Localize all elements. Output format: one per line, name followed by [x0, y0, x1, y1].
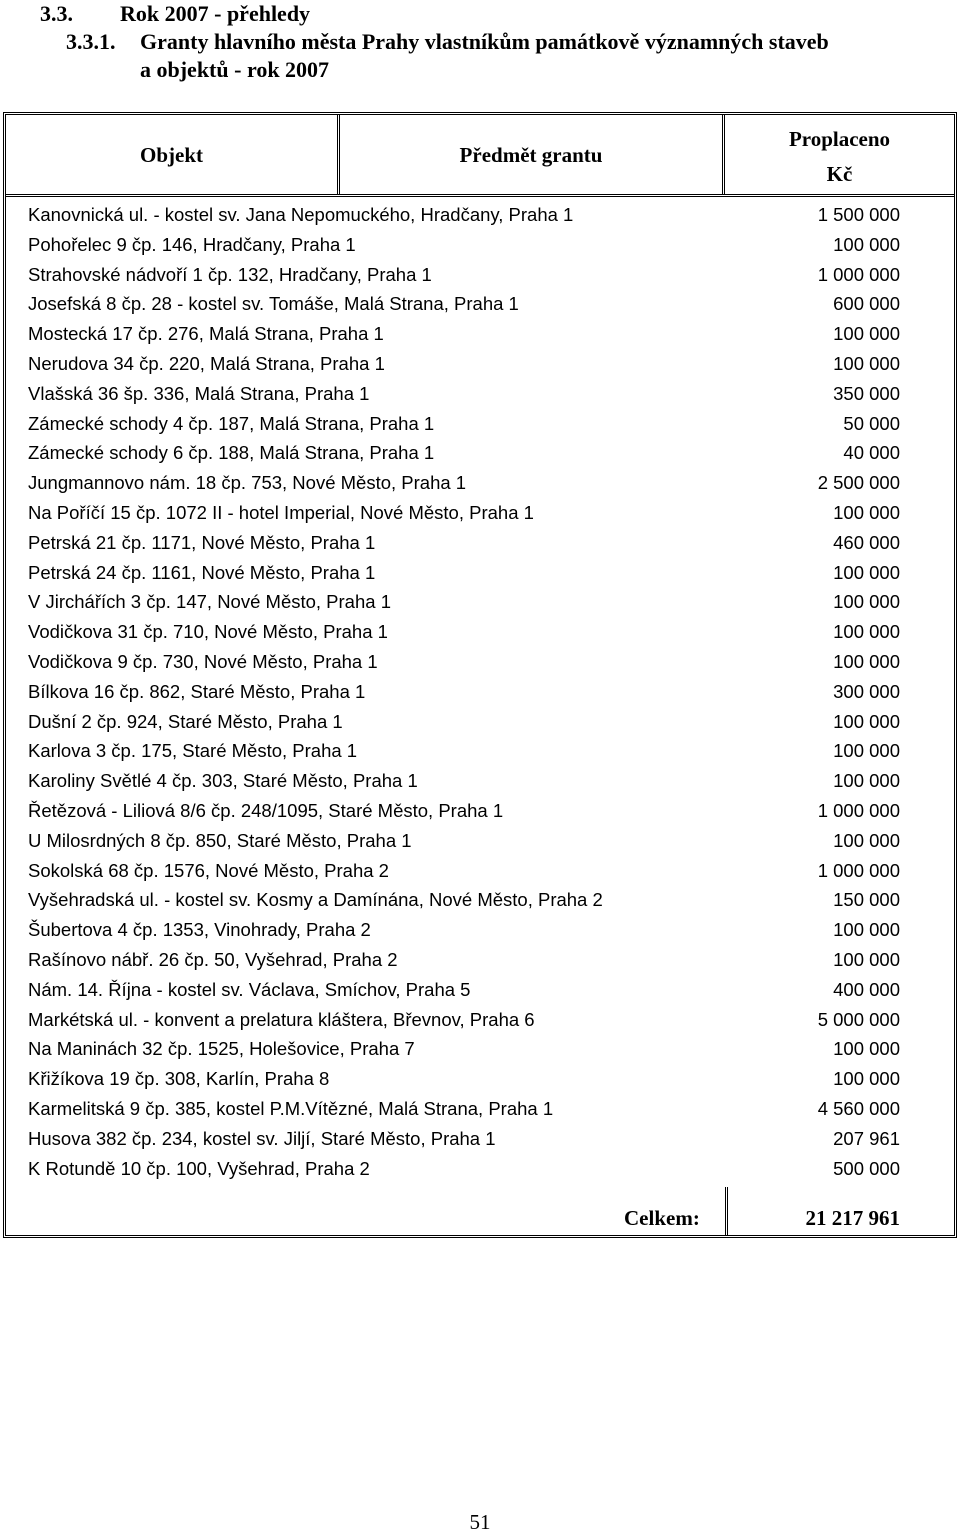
table-row — [6, 587, 954, 617]
header-subject — [340, 115, 725, 194]
row-amount: 100 000 — [833, 829, 900, 851]
table-row — [6, 200, 954, 230]
row-amount: 100 000 — [833, 233, 900, 255]
row-description: Řetězová - Liliová 8/6 čp. 248/1095, Staré Město, Praha 1 — [28, 799, 504, 821]
row-description: Husova 382 čp. 234, kostel sv. Jiljí, Staré Město, Praha 1 — [28, 1127, 496, 1149]
row-amount: 2 500 000 — [817, 472, 900, 494]
row-description: Rašínovo nábř. 26 čp. 50, Vyšehrad, Praha 2 — [28, 948, 398, 970]
header-paid-label: Proplaceno — [788, 127, 891, 151]
header-object-label: Objekt — [140, 143, 203, 167]
section-number: 3.3. — [40, 1, 73, 26]
total-value: 21 217 961 — [805, 1206, 900, 1230]
row-amount: 100 000 — [833, 352, 900, 374]
grants-table — [3, 112, 957, 1238]
row-description: Bílkova 16 čp. 862, Staré Město, Praha 1 — [28, 680, 366, 702]
row-amount: 40 000 — [843, 442, 900, 464]
row-description: Vyšehradská ul. - kostel sv. Kosmy a Damínána, Nové Město, Praha 2 — [28, 889, 603, 911]
table-row — [6, 468, 954, 498]
row-amount: 100 000 — [833, 948, 900, 970]
row-amount: 100 000 — [833, 770, 900, 792]
row-amount: 400 000 — [833, 978, 900, 1000]
row-description: Na Poříčí 15 čp. 1072 II - hotel Imperial, Nové Město, Praha 1 — [28, 501, 534, 523]
row-description: Sokolská 68 čp. 1576, Nové Město, Praha 2 — [28, 859, 389, 881]
table-row — [6, 409, 954, 439]
table-header — [6, 115, 954, 197]
table-row — [6, 349, 954, 379]
row-description: Kanovnická ul. - kostel sv. Jana Nepomuckého, Hradčany, Praha 1 — [28, 204, 574, 225]
table-row — [6, 1154, 954, 1184]
row-description: Šubertova 4 čp. 1353, Vinohrady, Praha 2 — [28, 919, 371, 941]
table-row — [6, 647, 954, 677]
row-description: Nerudova 34 čp. 220, Malá Strana, Praha 1 — [28, 352, 385, 374]
table-row — [6, 438, 954, 468]
row-amount: 1 000 000 — [817, 263, 900, 285]
header-paid — [725, 115, 954, 194]
table-row — [6, 736, 954, 766]
table-row — [6, 1094, 954, 1124]
table-row — [6, 617, 954, 647]
row-amount: 100 000 — [833, 1038, 900, 1060]
table-row — [6, 915, 954, 945]
table-row — [6, 856, 954, 886]
row-amount: 100 000 — [833, 1068, 900, 1090]
row-amount: 50 000 — [843, 412, 900, 434]
row-amount: 100 000 — [833, 323, 900, 345]
row-amount: 300 000 — [833, 680, 900, 702]
subsection-title-line2: a objektů - rok 2007 — [140, 57, 330, 82]
row-description: Mostecká 17 čp. 276, Malá Strana, Praha 1 — [28, 323, 384, 345]
section-title: Rok 2007 - přehledy — [120, 1, 311, 26]
row-description: K Rotundě 10 čp. 100, Vyšehrad, Praha 2 — [28, 1157, 370, 1179]
row-description: Vodičkova 9 čp. 730, Nové Město, Praha 1 — [28, 650, 378, 672]
row-amount: 100 000 — [833, 650, 900, 672]
total-row — [6, 1201, 954, 1235]
header-paid-unit: Kč — [826, 162, 853, 186]
table-row — [6, 975, 954, 1005]
header-object — [6, 115, 340, 194]
table-row — [6, 945, 954, 975]
row-amount: 207 961 — [833, 1127, 900, 1149]
table-row — [6, 707, 954, 737]
row-amount: 600 000 — [833, 293, 900, 315]
row-description: V Jirchářích 3 čp. 147, Nové Město, Praha 1 — [28, 591, 391, 613]
row-amount: 1 500 000 — [817, 204, 900, 225]
row-amount: 100 000 — [833, 591, 900, 613]
subsection-number: 3.3.1. — [66, 29, 116, 54]
row-description: Vodičkova 31 čp. 710, Nové Město, Praha 1 — [28, 621, 388, 643]
row-amount: 100 000 — [833, 919, 900, 941]
row-amount: 150 000 — [833, 889, 900, 911]
header-subject-label: Předmět grantu — [459, 143, 603, 167]
subsection-title-line1: Granty hlavního města Prahy vlastníkům památkově významných staveb — [140, 29, 829, 54]
row-description: Strahovské nádvoří 1 čp. 132, Hradčany, Praha 1 — [28, 263, 432, 285]
table-row — [6, 289, 954, 319]
row-description: Pohořelec 9 čp. 146, Hradčany, Praha 1 — [28, 233, 356, 255]
row-amount: 1 000 000 — [817, 799, 900, 821]
table-row — [6, 885, 954, 915]
row-description: Josefská 8 čp. 28 - kostel sv. Tomáše, Malá Strana, Praha 1 — [28, 293, 519, 315]
row-description: Zámecké schody 6 čp. 188, Malá Strana, Praha 1 — [28, 442, 435, 464]
row-description: U Milosrdných 8 čp. 850, Staré Město, Praha 1 — [28, 829, 412, 851]
table-row — [6, 1124, 954, 1154]
row-amount: 100 000 — [833, 501, 900, 523]
row-description: Zámecké schody 4 čp. 187, Malá Strana, Praha 1 — [28, 412, 435, 434]
table-body — [6, 200, 954, 1183]
row-amount: 500 000 — [833, 1157, 900, 1179]
table-row — [6, 379, 954, 409]
row-description: Petrská 24 čp. 1161, Nové Město, Praha 1 — [28, 561, 376, 583]
row-amount: 5 000 000 — [817, 1008, 900, 1030]
row-description: Křižíkova 19 čp. 308, Karlín, Praha 8 — [28, 1068, 330, 1090]
row-amount: 100 000 — [833, 621, 900, 643]
row-description: Jungmannovo nám. 18 čp. 753, Nové Město, Praha 1 — [28, 472, 467, 494]
table-row — [6, 766, 954, 796]
table-row — [6, 260, 954, 290]
row-amount: 4 560 000 — [817, 1097, 900, 1119]
row-amount: 100 000 — [833, 710, 900, 732]
page-number: 51 — [469, 1510, 491, 1534]
table-row — [6, 796, 954, 826]
table-row — [6, 558, 954, 588]
table-row — [6, 230, 954, 260]
row-description: Nám. 14. Října - kostel sv. Václava, Smíchov, Praha 5 — [28, 978, 471, 1000]
row-amount: 1 000 000 — [817, 859, 900, 881]
row-amount: 100 000 — [833, 561, 900, 583]
table-row — [6, 826, 954, 856]
row-description: Karlova 3 čp. 175, Staré Město, Praha 1 — [28, 740, 358, 762]
table-row — [6, 1064, 954, 1094]
total-label: Celkem: — [624, 1206, 700, 1230]
row-description: Karmelitská 9 čp. 385, kostel P.M.Vítězné, Malá Strana, Praha 1 — [28, 1097, 554, 1119]
row-description: Vlašská 36 šp. 336, Malá Strana, Praha 1 — [28, 382, 370, 404]
row-description: Na Maninách 32 čp. 1525, Holešovice, Praha 7 — [28, 1038, 415, 1060]
row-amount: 100 000 — [833, 740, 900, 762]
row-description: Petrská 21 čp. 1171, Nové Město, Praha 1 — [28, 531, 376, 553]
row-description: Karoliny Světlé 4 čp. 303, Staré Město, Praha 1 — [28, 770, 418, 792]
row-description: Markétská ul. - konvent a prelatura kláštera, Břevnov, Praha 6 — [28, 1008, 535, 1030]
table-row — [6, 498, 954, 528]
row-amount: 460 000 — [833, 531, 900, 553]
row-amount: 350 000 — [833, 382, 900, 404]
table-row — [6, 677, 954, 707]
row-description: Dušní 2 čp. 924, Staré Město, Praha 1 — [28, 710, 343, 732]
table-row — [6, 1034, 954, 1064]
table-row — [6, 1005, 954, 1035]
table-row — [6, 528, 954, 558]
table-row — [6, 319, 954, 349]
